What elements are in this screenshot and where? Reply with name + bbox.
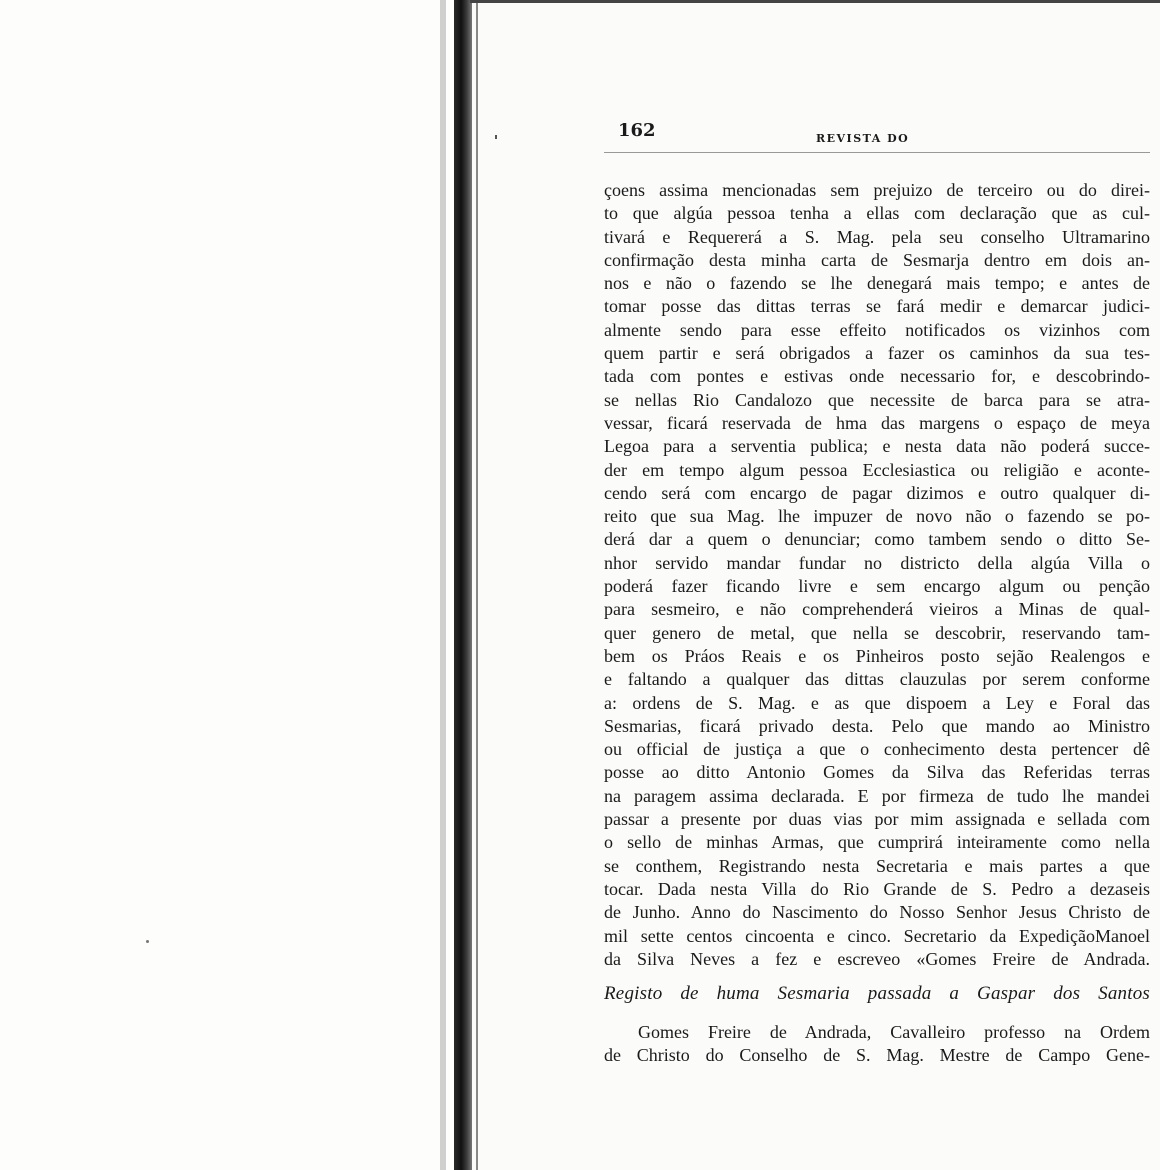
body-paragraph <box>604 179 1150 971</box>
text-line: quem partir e será obrigados a fazer os caminhos da sua tes- <box>604 343 1150 364</box>
text-line: Sesmarias, ficará privado desta. Pelo que mando ao Ministro <box>604 715 1150 736</box>
text-line: de Junho. Anno do Nascimento do Nosso Senhor Jesus Christo de <box>604 902 1150 923</box>
text-line: o sello de minhas Armas, que cumprirá inteiramente como nella <box>604 832 1150 853</box>
page-number: 162 <box>618 120 656 141</box>
text-line: tada com pontes e estivas onde necessario for, e descobrindo- <box>604 366 1150 387</box>
text-line: to que algúa pessoa tenha a ellas com declaração que as cul- <box>604 203 1150 224</box>
text-line: posse ao ditto Antonio Gomes da Silva das Referidas terras <box>604 762 1150 783</box>
text-line: nos e não o fazendo se lhe denegará mais tempo; e antes de <box>604 273 1150 294</box>
text-line: se nellas Rio Candalozo que necessite de barca para se atra- <box>604 389 1150 410</box>
book-spine <box>454 0 472 1170</box>
right-page <box>604 112 1150 1068</box>
text-line: ou official de justiça a que o conhecimento desta pertencer dê <box>604 739 1150 760</box>
second-paragraph <box>604 1021 1150 1068</box>
text-line: tocar. Dada nesta Villa do Rio Grande de S. Pedro a dezaseis <box>604 878 1150 899</box>
text-line: mil sette centos cincoenta e cinco. Secretario da ExpediçãoManoel <box>604 925 1150 946</box>
text-line: Legoa para a serventia publica; e nesta data não poderá succe- <box>604 436 1150 457</box>
text-line: derá dar a quem o denunciar; como tambem sendo o ditto Se- <box>604 529 1150 550</box>
section-heading: Registo de huma Sesmaria passada a Gaspar dos Santos <box>604 983 1150 1005</box>
spine-edge <box>476 0 478 1170</box>
scan-mark <box>495 135 497 139</box>
text-line: Gomes Freire de Andrada, Cavalleiro professo na Ordem <box>638 1022 1150 1043</box>
text-line: nhor servido mandar fundar no districto della algúa Villa o <box>604 552 1150 573</box>
text-line: a: ordens de S. Mag. e as que dispoem a Ley e Foral das <box>604 692 1150 713</box>
text-line: bem os Práos Reais e os Pinheiros posto sejão Realengos e <box>604 645 1150 666</box>
text-line: almente sendo para esse effeito notificados os vizinhos com <box>604 319 1150 340</box>
text-line: quer genero de metal, que nella se descobrir, reservando tam- <box>604 622 1150 643</box>
text-line: confirmação desta minha carta de Sesmarja dentro em dois an- <box>604 249 1150 270</box>
page-header <box>604 112 1150 153</box>
text-line: cendo será com encargo de pagar dizimos e outro qualquer di- <box>604 482 1150 503</box>
text-line: e faltando a qualquer das dittas clauzulas por serem conforme <box>604 669 1150 690</box>
scan-speck <box>146 940 149 943</box>
text-line: tomar posse das dittas terras se fará medir e demarcar judici- <box>604 296 1150 317</box>
text-line: na paragem assima declarada. E por firmeza de tudo lhe mandei <box>604 785 1150 806</box>
text-line: vessar, ficará reservada de hma das margens o espaço de meya <box>604 412 1150 433</box>
text-line: passar a presente por duas vias por mim assignada e sellada com <box>604 809 1150 830</box>
text-line: poderá fazer ficando livre e sem encargo algum ou penção <box>604 576 1150 597</box>
text-line: da Silva Neves a fez e escreveo «Gomes Freire de Andrada. <box>604 948 1150 969</box>
text-line: para sesmeiro, e não comprehenderá vieiros a Minas de qual- <box>604 599 1150 620</box>
left-page-edge <box>440 0 446 1170</box>
running-head: REVISTA DO <box>816 132 910 145</box>
text-line: çoens assima mencionadas sem prejuizo de terceiro ou do direi- <box>604 180 1150 200</box>
text-line: tivará e Requererá a S. Mag. pela seu conselho Ultramarino <box>604 226 1150 247</box>
text-line: se conthem, Registrando nesta Secretaria e mais partes a que <box>604 855 1150 876</box>
text-line: de Christo do Conselho de S. Mag. Mestre de Campo Gene- <box>604 1045 1150 1066</box>
left-page <box>0 0 458 1170</box>
text-line: der em tempo algum pessoa Ecclesiastica ou religião e aconte- <box>604 459 1150 480</box>
text-line: reito que sua Mag. lhe impuzer de novo não o fazendo se po- <box>604 506 1150 527</box>
scan-top-border <box>470 0 1160 3</box>
